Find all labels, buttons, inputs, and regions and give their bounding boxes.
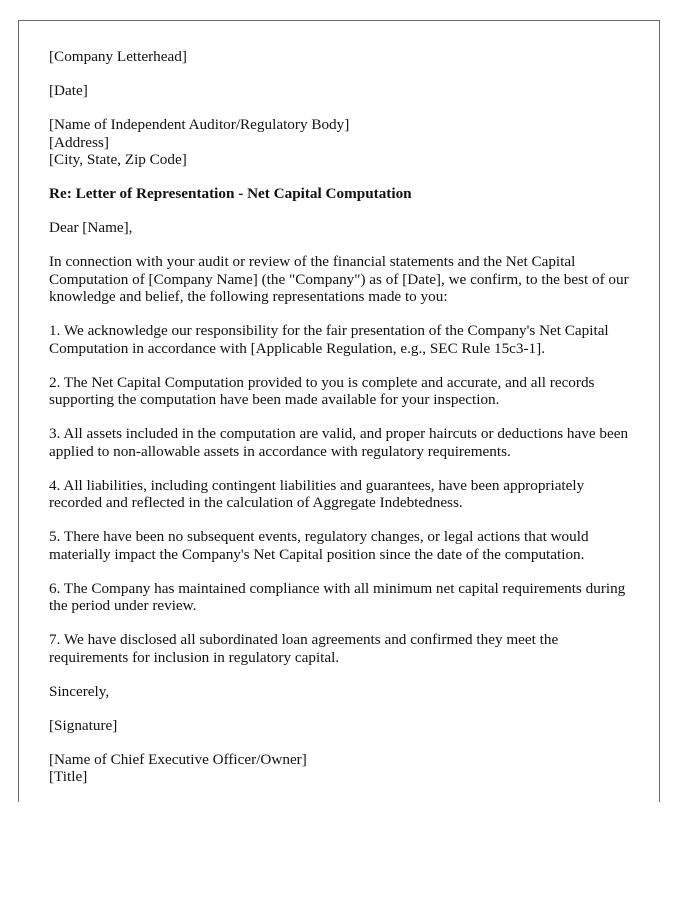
recipient-address: [Address] [49,133,109,151]
signature-placeholder: [Signature] [49,716,118,734]
letter-date: [Date] [49,82,88,99]
recipient-block [49,116,629,169]
signer-name: [Name of Chief Executive Officer/Owner] [49,750,307,768]
recipient-name: [Name of Independent Auditor/Regulatory Body] [49,116,350,133]
representation-item: 6. The Company has maintained compliance with all minimum net capital requirements during the period under review. [49,579,626,614]
representation-item: 7. We have disclosed all subordinated loan agreements and confirmed they meet the requirements for inclusion in regulatory capital. [49,631,559,666]
representation-item: 5. There have been no subsequent events, regulatory changes, or legal actions that would materially impact the Company's Net Capital position since the date of the computation. [49,528,589,563]
closing: Sincerely, [49,682,110,700]
representation-item: 2. The Net Capital Computation provided to you is complete and accurate, and all records supporting the computation have been made available for your inspection. [49,373,595,408]
signer-block [49,751,629,786]
representation-item: 4. All liabilities, including contingent liabilities and guarantees, have been appropriately recorded and reflected in the calculation of Aggregate Indebtedness. [49,476,585,511]
intro-paragraph: In connection with your audit or review of the financial statements and the Net Capital Computation of [Company Name] (the "Company") as of [Date], we confirm, to the best of our knowledge and belief, the following representations made to you: [49,253,629,305]
letter-subject: Re: Letter of Representation - Net Capital Computation [49,185,412,202]
representation-item: 3. All assets included in the computation are valid, and proper haircuts or deductions have been applied to non-allowable assets in accordance with regulatory requirements. [49,425,629,460]
company-letterhead: [Company Letterhead] [49,48,187,65]
recipient-city: [City, State, Zip Code] [49,151,187,168]
salutation: Dear [Name], [49,219,133,236]
signer-title: [Title] [49,768,88,785]
letter-document [18,20,660,802]
representation-item: 1. We acknowledge our responsibility for the fair presentation of the Company's Net Capital Computation in accordance with [Applicable Regulation, e.g., SEC Rule 15c3-1]. [49,322,609,357]
